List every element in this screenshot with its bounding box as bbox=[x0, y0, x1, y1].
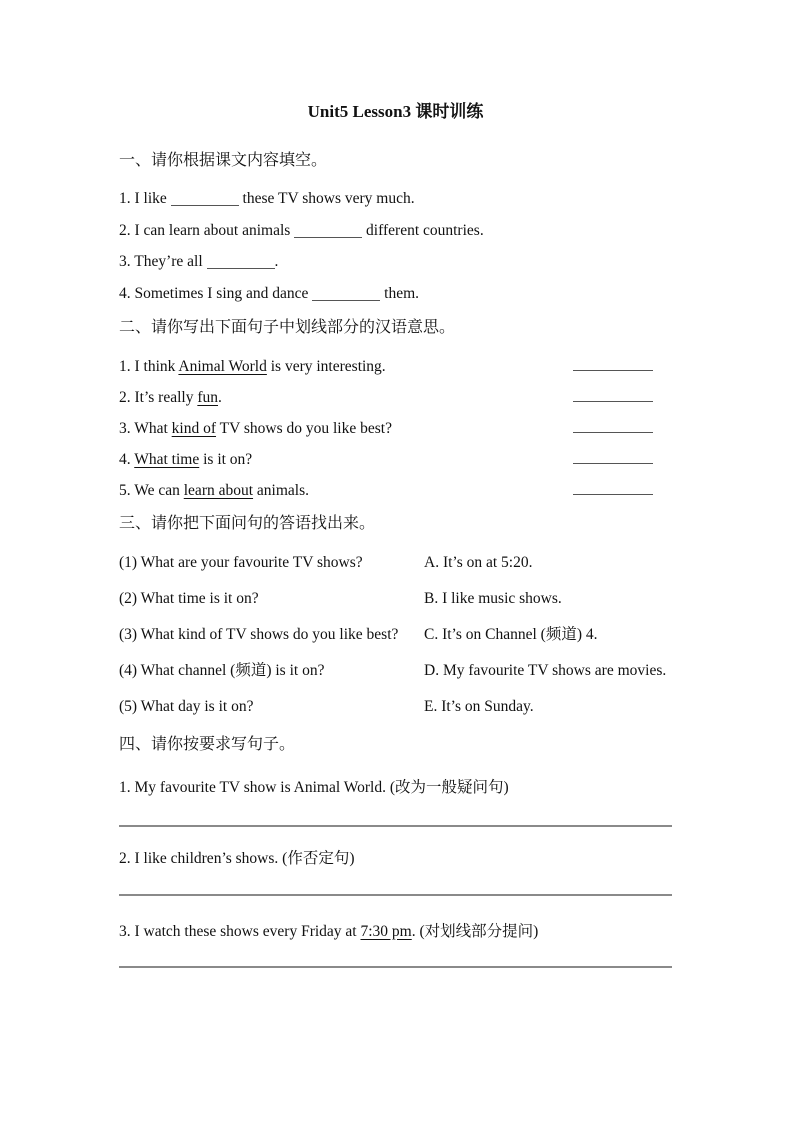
translate-sentence bbox=[119, 418, 672, 439]
sentence-pre: 1. My favourite TV show is Animal World. (改为一般疑问句) bbox=[119, 778, 509, 796]
answer-blank bbox=[573, 370, 653, 371]
underlined-part: What time bbox=[134, 450, 200, 468]
sentence-post: . bbox=[274, 253, 279, 270]
sentence-post: . bbox=[218, 388, 222, 406]
worksheet-title: Unit5 Lesson3 课时训练 bbox=[307, 102, 484, 121]
rewrite-sentence bbox=[119, 921, 672, 942]
section3-heading: 三、请你把下面问句的答语找出来。 bbox=[119, 514, 376, 532]
section2-heading: 二、请你写出下面句子中划线部分的汉语意思。 bbox=[119, 318, 456, 336]
sentence-pre: 2. I can learn about animals bbox=[119, 221, 295, 239]
sentence-pre: 4. Sometimes I sing and dance bbox=[119, 284, 313, 302]
sentence-pre: 3. What bbox=[119, 419, 172, 437]
match-question: (4) What channel (频道) is it on? bbox=[119, 661, 325, 679]
match-answer: B. I like music shows. bbox=[424, 589, 562, 607]
match-row bbox=[119, 552, 672, 574]
sentence-post: these TV shows very much. bbox=[238, 190, 415, 207]
sentence-text bbox=[119, 356, 386, 377]
sentence-pre: 1. I think bbox=[119, 357, 179, 375]
answer-blank bbox=[573, 432, 653, 433]
match-question: (2) What time is it on? bbox=[119, 589, 259, 607]
sentence-pre: 1. I like bbox=[119, 190, 171, 207]
match-answer: E. It’s on Sunday. bbox=[424, 697, 534, 715]
sentence-text bbox=[119, 449, 252, 470]
match-answer: A. It’s on at 5:20. bbox=[424, 553, 533, 571]
answer-blank bbox=[573, 463, 653, 464]
translate-sentence bbox=[119, 480, 672, 501]
match-row bbox=[119, 588, 672, 610]
sentence-pre: 2. It’s really bbox=[119, 388, 198, 406]
sentence-text bbox=[119, 418, 392, 439]
underlined-part: kind of bbox=[171, 419, 217, 437]
underlined-part: learn about bbox=[183, 481, 254, 499]
sentence-pre: 5. We can bbox=[119, 481, 184, 499]
match-answer: D. My favourite TV shows are movies. bbox=[424, 661, 667, 679]
translate-sentence bbox=[119, 449, 672, 470]
answer-blank bbox=[573, 401, 653, 402]
match-row bbox=[119, 624, 672, 646]
section4-heading: 四、请你按要求写句子。 bbox=[119, 735, 296, 753]
sentence-post: different countries. bbox=[362, 221, 484, 239]
writing-line bbox=[119, 966, 672, 968]
match-answer: C. It’s on Channel (频道) 4. bbox=[424, 625, 598, 643]
sentence-post: . (对划线部分提问) bbox=[411, 922, 539, 940]
fill-blank-sentence bbox=[119, 220, 672, 241]
sentence-post: them. bbox=[380, 284, 420, 302]
sentence-pre: 3. I watch these shows every Friday at bbox=[119, 922, 361, 940]
sentence-pre: 3. They’re all bbox=[119, 253, 207, 270]
inline-blank bbox=[171, 205, 239, 206]
inline-blank bbox=[294, 237, 362, 238]
translate-sentence bbox=[119, 356, 672, 377]
inline-blank bbox=[312, 300, 380, 301]
match-row bbox=[119, 696, 672, 718]
inline-blank bbox=[207, 268, 275, 269]
sentence-post: is it on? bbox=[199, 450, 253, 468]
sentence-text bbox=[119, 387, 222, 408]
match-question: (5) What day is it on? bbox=[119, 697, 254, 715]
rewrite-sentence bbox=[119, 848, 672, 869]
match-question: (3) What kind of TV shows do you like best? bbox=[119, 625, 399, 643]
writing-line bbox=[119, 825, 672, 827]
sentence-post: TV shows do you like best? bbox=[216, 419, 392, 437]
answer-blank bbox=[573, 494, 653, 495]
underlined-part: 7:30 pm bbox=[360, 922, 412, 940]
match-row bbox=[119, 660, 672, 682]
underlined-part: Animal World bbox=[178, 357, 267, 375]
fill-blank-sentence bbox=[119, 283, 672, 304]
rewrite-sentence bbox=[119, 777, 672, 798]
sentence-pre: 4. bbox=[119, 450, 135, 468]
match-question: (1) What are your favourite TV shows? bbox=[119, 553, 363, 571]
translate-sentence bbox=[119, 387, 672, 408]
underlined-part: fun bbox=[197, 388, 219, 406]
sentence-pre: 2. I like children’s shows. (作否定句) bbox=[119, 849, 355, 867]
sentence-text bbox=[119, 480, 309, 501]
sentence-post: is very interesting. bbox=[266, 357, 386, 375]
sentence-post: animals. bbox=[253, 481, 310, 499]
fill-blank-sentence bbox=[119, 188, 672, 209]
fill-blank-sentence bbox=[119, 251, 672, 272]
section1-heading: 一、请你根据课文内容填空。 bbox=[119, 152, 328, 169]
writing-line bbox=[119, 894, 672, 896]
